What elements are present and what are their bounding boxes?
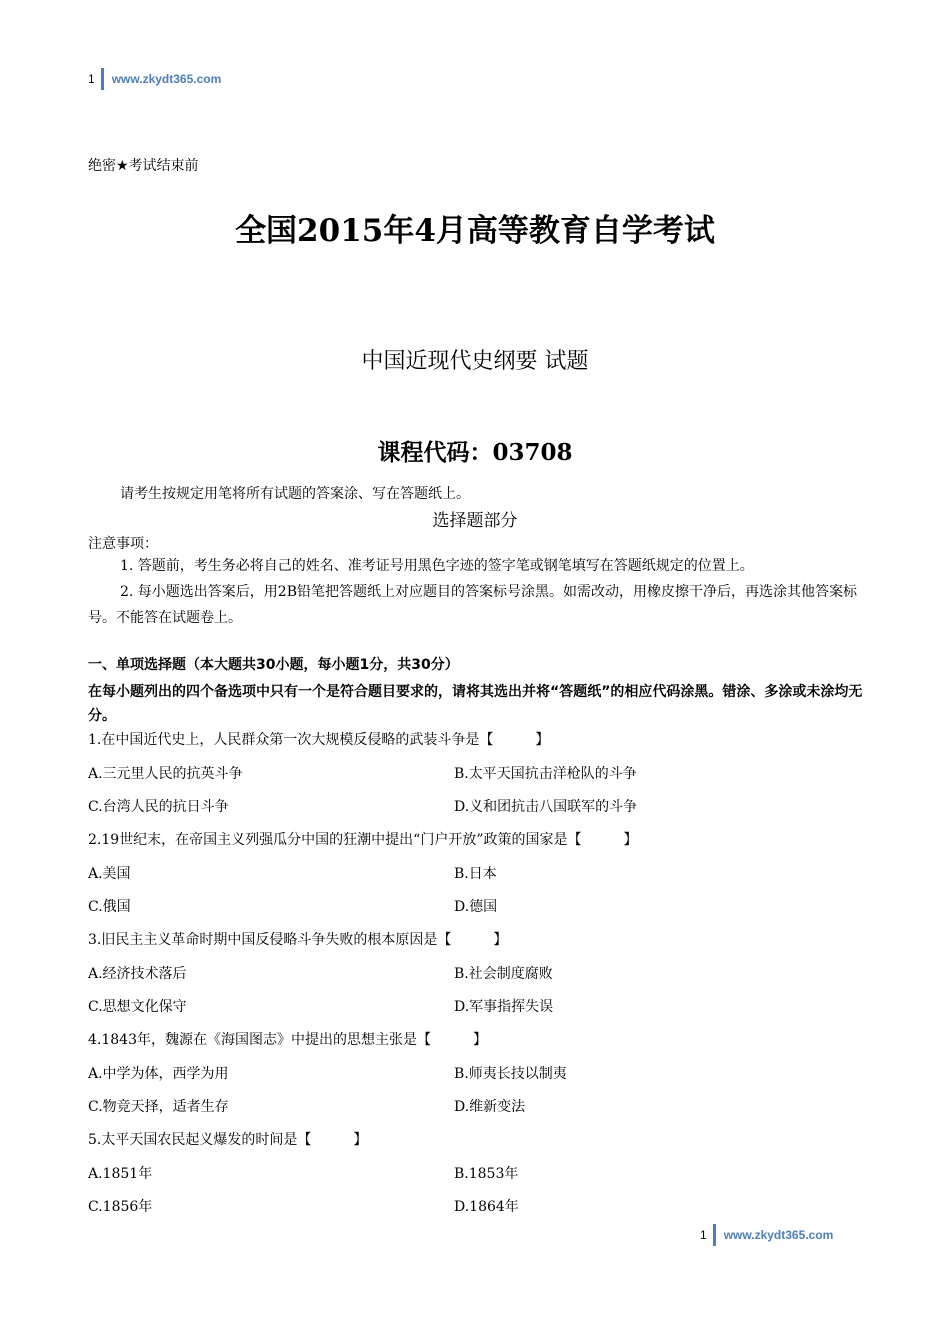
page-header [88, 68, 221, 90]
header-divider [101, 68, 104, 90]
option-a: A.美国 [88, 866, 131, 882]
option-c: C.俄国 [88, 899, 131, 915]
note-item: 1. 答题前，考生务必将自己的姓名、准考证号用黑色字迹的签字笔或钢笔填写在答题纸规定的位置上。 [120, 558, 754, 574]
exam-instruction: 请考生按规定用笔将所有试题的答案涂、写在答题纸上。 [120, 486, 470, 502]
option-b: B.社会制度腐败 [454, 966, 553, 982]
option-b: B.师夷长技以制夷 [454, 1066, 567, 1082]
secret-label: 绝密★考试结束前 [88, 158, 199, 174]
question-item [88, 929, 868, 1029]
question-item [88, 829, 868, 929]
question-stem: 2.19世纪末，在帝国主义列强瓜分中国的狂潮中提出“门户开放”政策的国家是【 】 [88, 832, 638, 848]
option-d: D.德国 [454, 899, 498, 915]
note-item: 2. 每小题选出答案后，用2B铅笔把答题纸上对应题目的答案标号涂黑。如需改动，用橡皮擦干净后，再选涂其他答案标号。不能答在试题卷上。 [88, 584, 857, 626]
footer-page-number: 1 [700, 1228, 707, 1242]
notes-heading: 注意事项： [88, 536, 158, 552]
option-a: A.三元里人民的抗英斗争 [88, 766, 243, 782]
question-stem: 3.旧民主主义革命时期中国反侵略斗争失败的根本原因是【 】 [88, 932, 508, 948]
header-url[interactable]: www.zkydt365.com [111, 72, 222, 86]
question-stem: 4.1843年，魏源在《海国图志》中提出的思想主张是【 】 [88, 1032, 487, 1048]
page-footer [700, 1224, 833, 1246]
option-b: B.太平天国抗击洋枪队的斗争 [454, 766, 637, 782]
option-a: A.1851年 [88, 1166, 153, 1182]
option-c: C.物竞天择，适者生存 [88, 1099, 229, 1115]
question-item [88, 1129, 868, 1229]
option-d: D.维新变法 [454, 1099, 526, 1115]
section-description: 在每小题列出的四个备选项中只有一个是符合题目要求的，请将其选出并将“答题纸”的相应代码涂黑。错涂、多涂或未涂均无分。 [88, 684, 863, 724]
course-code: 课程代码：03708 [377, 439, 573, 466]
option-c: C.台湾人民的抗日斗争 [88, 799, 229, 815]
option-d: D.1864年 [454, 1199, 519, 1215]
option-d: D.军事指挥失误 [454, 999, 554, 1015]
section-heading: 一、单项选择题（本大题共30小题，每小题1分，共30分） [88, 657, 459, 673]
footer-divider [713, 1224, 716, 1246]
question-list [88, 729, 868, 1229]
option-b: B.1853年 [454, 1166, 519, 1182]
question-stem: 1.在中国近代史上，人民群众第一次大规模反侵略的武装斗争是【 】 [88, 732, 550, 748]
question-item [88, 729, 868, 829]
question-item [88, 1029, 868, 1129]
footer-url[interactable]: www.zkydt365.com [723, 1228, 834, 1242]
option-a: A.中学为体，西学为用 [88, 1066, 229, 1082]
option-c: C.1856年 [88, 1199, 153, 1215]
exam-subtitle: 中国近现代史纲要 试题 [361, 349, 589, 374]
part-title: 选择题部分 [432, 511, 518, 531]
option-a: A.经济技术落后 [88, 966, 187, 982]
header-page-number: 1 [88, 72, 95, 86]
exam-title: 全国2015年4月高等教育自学考试 [235, 213, 715, 249]
option-d: D.义和团抗击八国联军的斗争 [454, 799, 638, 815]
option-b: B.日本 [454, 866, 497, 882]
question-stem: 5.太平天国农民起义爆发的时间是【 】 [88, 1132, 368, 1148]
option-c: C.思想文化保守 [88, 999, 187, 1015]
